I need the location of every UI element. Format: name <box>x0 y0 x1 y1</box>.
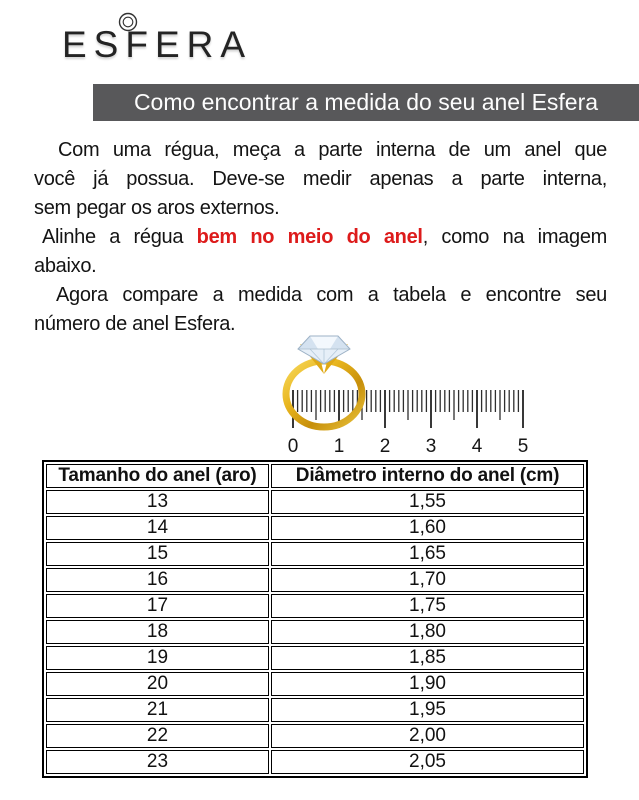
col-header-size: Tamanho do anel (aro) <box>46 464 269 488</box>
cell-inner-diameter: 1,60 <box>271 516 584 540</box>
cell-inner-diameter: 2,05 <box>271 750 584 774</box>
cell-inner-diameter: 1,95 <box>271 698 584 722</box>
table-row <box>46 568 584 592</box>
ruler-number: 4 <box>471 436 483 455</box>
cell-inner-diameter: 1,70 <box>271 568 584 592</box>
title-bar <box>93 84 639 121</box>
cell-ring-size: 15 <box>46 542 269 566</box>
cell-ring-size: 16 <box>46 568 269 592</box>
table-row <box>46 698 584 722</box>
text-run: sem pegar os aros externos. <box>34 197 280 219</box>
cell-ring-size: 13 <box>46 490 269 514</box>
text-run: abaixo. <box>34 255 97 277</box>
text-run: número de anel Esfera. <box>34 313 236 335</box>
text-line <box>34 223 607 252</box>
table-row <box>46 594 584 618</box>
text-run: você já possua. Deve-se medir apenas a parte interna, <box>34 168 607 190</box>
text-run: Agora compare a medida com a tabela e encontre seu <box>56 284 607 306</box>
cell-inner-diameter: 2,00 <box>271 724 584 748</box>
intro-text <box>34 136 607 339</box>
cell-ring-size: 17 <box>46 594 269 618</box>
brand-name: ESFERA <box>62 24 253 65</box>
ruler-number: 0 <box>287 436 299 455</box>
table-row <box>46 724 584 748</box>
cell-inner-diameter: 1,80 <box>271 620 584 644</box>
text-line <box>34 281 607 310</box>
cell-ring-size: 19 <box>46 646 269 670</box>
gold-ring-icon <box>286 336 362 427</box>
table-row <box>46 490 584 514</box>
text-run: , como na imagem <box>422 226 607 248</box>
cell-inner-diameter: 1,90 <box>271 672 584 696</box>
page-title: Como encontrar a medida do seu anel Esfera <box>133 89 599 115</box>
ruler-number: 1 <box>333 436 345 455</box>
cell-ring-size: 18 <box>46 620 269 644</box>
cell-inner-diameter: 1,85 <box>271 646 584 670</box>
cell-inner-diameter: 1,75 <box>271 594 584 618</box>
cell-ring-size: 22 <box>46 724 269 748</box>
cell-inner-diameter: 1,65 <box>271 542 584 566</box>
text-run: Com uma régua, meça a parte interna de um anel que <box>58 139 607 161</box>
table-row <box>46 516 584 540</box>
table-row <box>46 542 584 566</box>
table-row <box>46 750 584 774</box>
table-header-row <box>46 464 584 488</box>
cell-ring-size: 23 <box>46 750 269 774</box>
ruler-ticks <box>293 390 523 428</box>
text-line <box>34 194 607 223</box>
table-row <box>46 620 584 644</box>
text-line <box>34 252 607 281</box>
ruler-number: 5 <box>517 436 529 455</box>
cell-ring-size: 14 <box>46 516 269 540</box>
text-line <box>34 136 607 165</box>
table-row <box>46 646 584 670</box>
cell-ring-size: 21 <box>46 698 269 722</box>
col-header-diameter: Diâmetro interno do anel (cm) <box>271 464 584 488</box>
ring-ruler-graphic <box>270 330 540 455</box>
ruler-number: 2 <box>379 436 391 455</box>
ring-size-table <box>42 460 588 778</box>
ruler-labels <box>288 436 529 455</box>
cell-ring-size: 20 <box>46 672 269 696</box>
highlight-text: bem no meio do anel <box>196 226 423 248</box>
ruler-number: 3 <box>425 436 437 455</box>
table-row <box>46 672 584 696</box>
text-run: Alinhe a régua <box>42 226 197 248</box>
ruler-illustration <box>270 330 540 455</box>
text-line <box>34 165 607 194</box>
cell-inner-diameter: 1,55 <box>271 490 584 514</box>
